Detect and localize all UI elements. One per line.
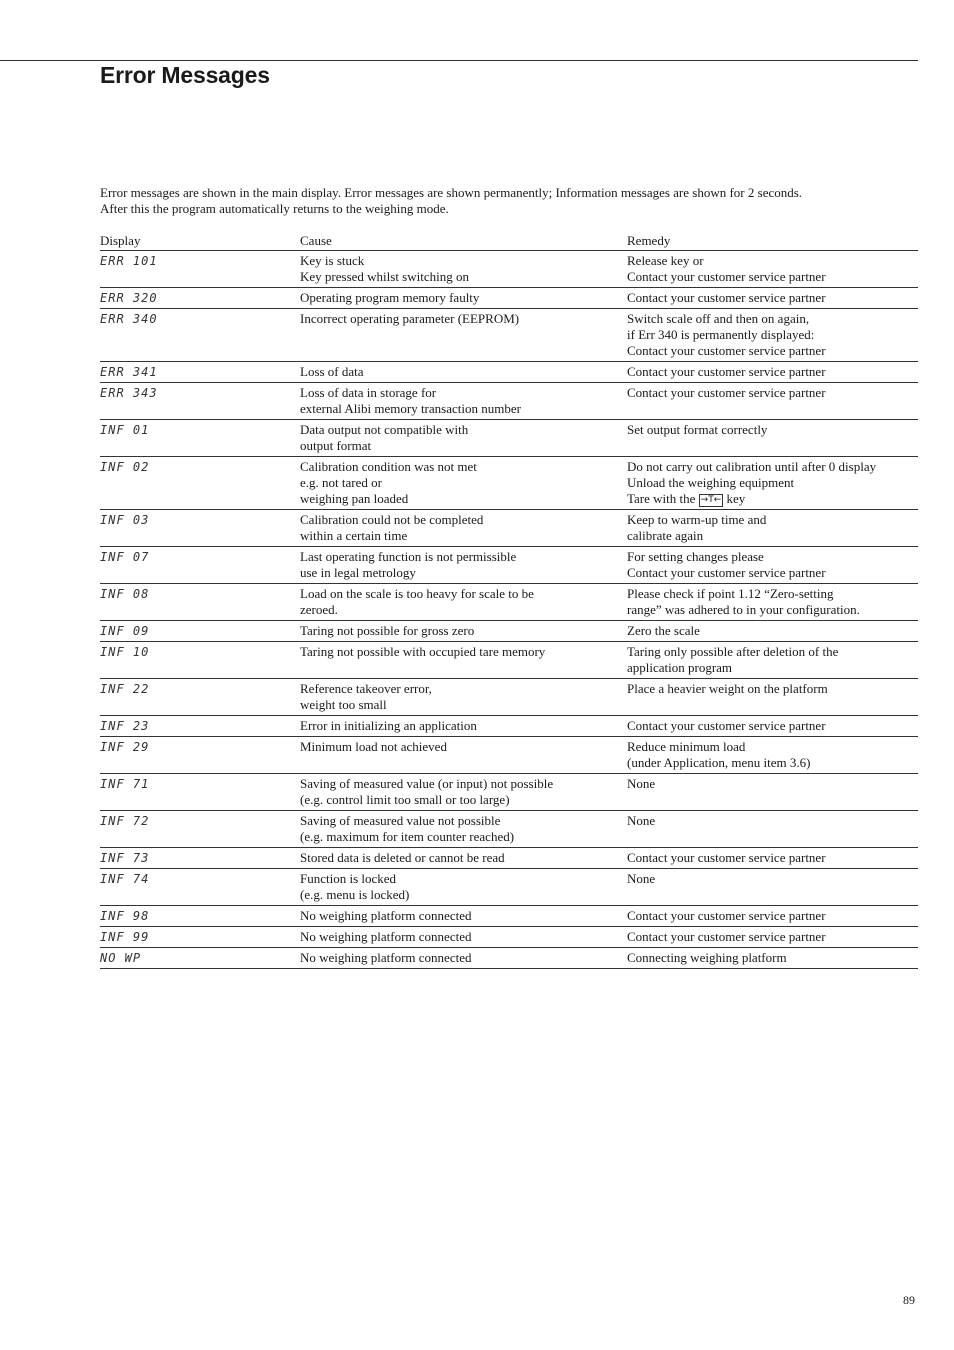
cause-cell — [300, 621, 627, 642]
display-code: NO WP — [100, 950, 142, 966]
intro-text — [100, 185, 918, 217]
display-cell — [100, 383, 300, 420]
top-rule — [0, 60, 918, 61]
display-cell — [100, 457, 300, 510]
cause-cell — [300, 869, 627, 906]
display-cell — [100, 642, 300, 679]
cause-cell — [300, 716, 627, 737]
table-row — [100, 288, 918, 309]
cause-line: Calibration could not be completed — [300, 512, 484, 527]
remedy-cell — [627, 288, 918, 309]
cause-cell — [300, 362, 627, 383]
display-cell — [100, 848, 300, 869]
cause-line: No weighing platform connected — [300, 929, 472, 944]
display-cell — [100, 927, 300, 948]
remedy-line: Connecting weighing platform — [627, 950, 787, 965]
cause-line: Stored data is deleted or cannot be read — [300, 850, 505, 865]
remedy-cell — [627, 679, 918, 716]
cause-cell — [300, 584, 627, 621]
cause-line: zeroed. — [300, 602, 338, 617]
cause-line: Saving of measured value not possible — [300, 813, 501, 828]
display-code: INF 08 — [100, 586, 150, 602]
remedy-line: Contact your customer service partner — [627, 565, 826, 580]
cause-line: weighing pan loaded — [300, 491, 409, 506]
intro-line: After this the program automatically returns to the weighing mode. — [100, 201, 449, 216]
remedy-line: Contact your customer service partner — [627, 908, 826, 923]
cause-line: use in legal metrology — [300, 565, 416, 580]
remedy-cell — [627, 811, 918, 848]
cause-cell — [300, 811, 627, 848]
display-code: INF 01 — [100, 422, 150, 438]
table-row — [100, 621, 918, 642]
remedy-cell — [627, 457, 918, 510]
cause-cell — [300, 510, 627, 547]
cause-cell — [300, 251, 627, 288]
remedy-line — [627, 491, 918, 507]
remedy-line: Set output format correctly — [627, 422, 768, 437]
display-code: INF 10 — [100, 644, 150, 660]
display-code: ERR 101 — [100, 253, 158, 269]
remedy-line: Contact your customer service partner — [627, 343, 826, 358]
cause-cell — [300, 547, 627, 584]
cause-line: No weighing platform connected — [300, 950, 472, 965]
cause-cell — [300, 848, 627, 869]
display-code: INF 29 — [100, 739, 150, 755]
remedy-line: Release key or — [627, 253, 704, 268]
cause-line: Data output not compatible with — [300, 422, 469, 437]
display-code: ERR 343 — [100, 385, 158, 401]
remedy-cell — [627, 621, 918, 642]
remedy-line: Please check if point 1.12 “Zero-setting — [627, 586, 834, 601]
cause-line: Calibration condition was not met — [300, 459, 477, 474]
display-code: INF 09 — [100, 623, 150, 639]
display-cell — [100, 621, 300, 642]
cause-line: Incorrect operating parameter (EEPROM) — [300, 311, 520, 326]
cause-cell — [300, 774, 627, 811]
remedy-line: (under Application, menu item 3.6) — [627, 755, 811, 770]
display-cell — [100, 737, 300, 774]
header-remedy: Remedy — [627, 233, 918, 251]
header-cause: Cause — [300, 233, 627, 251]
table-row — [100, 948, 918, 969]
page-number: 89 — [903, 1293, 915, 1307]
remedy-cell — [627, 774, 918, 811]
cause-line: Key pressed whilst switching on — [300, 269, 469, 284]
display-cell — [100, 547, 300, 584]
table-row — [100, 679, 918, 716]
remedy-cell — [627, 848, 918, 869]
cause-line: (e.g. control limit too small or too large) — [300, 792, 510, 807]
display-cell — [100, 679, 300, 716]
display-code: INF 22 — [100, 681, 150, 697]
table-header-row — [100, 233, 918, 251]
remedy-line: Switch scale off and then on again, — [627, 311, 810, 326]
table-row — [100, 457, 918, 510]
display-code: INF 98 — [100, 908, 150, 924]
display-cell — [100, 811, 300, 848]
cause-line: external Alibi memory transaction number — [300, 401, 521, 416]
cause-line: Operating program memory faulty — [300, 290, 480, 305]
display-code: INF 74 — [100, 871, 150, 887]
display-cell — [100, 869, 300, 906]
cause-cell — [300, 679, 627, 716]
display-code: INF 03 — [100, 512, 150, 528]
display-code: INF 72 — [100, 813, 150, 829]
remedy-line: Contact your customer service partner — [627, 850, 826, 865]
cause-line: Minimum load not achieved — [300, 739, 447, 754]
display-cell — [100, 362, 300, 383]
display-cell — [100, 309, 300, 362]
cause-line: Taring not possible with occupied tare memory — [300, 644, 546, 659]
remedy-line: Contact your customer service partner — [627, 929, 826, 944]
cause-cell — [300, 420, 627, 457]
cause-line: weight too small — [300, 697, 387, 712]
remedy-cell — [627, 547, 918, 584]
table-row — [100, 774, 918, 811]
display-cell — [100, 774, 300, 811]
cause-cell — [300, 927, 627, 948]
display-cell — [100, 510, 300, 547]
remedy-cell — [627, 716, 918, 737]
remedy-line: Contact your customer service partner — [627, 385, 826, 400]
cause-cell — [300, 309, 627, 362]
cause-line: e.g. not tared or — [300, 475, 382, 490]
intro-line: Error messages are shown in the main display. Error messages are shown permanently; Information messages are shown for 2 seconds. — [100, 185, 803, 200]
cause-line: No weighing platform connected — [300, 908, 472, 923]
remedy-cell — [627, 642, 918, 679]
remedy-cell — [627, 584, 918, 621]
remedy-cell — [627, 927, 918, 948]
remedy-text: key — [726, 491, 746, 506]
remedy-line: Keep to warm-up time and — [627, 512, 767, 527]
page-title: Error Messages — [100, 62, 270, 88]
remedy-line: Contact your customer service partner — [627, 718, 826, 733]
remedy-line: Contact your customer service partner — [627, 364, 826, 379]
cause-line: Saving of measured value (or input) not possible — [300, 776, 554, 791]
remedy-line: Place a heavier weight on the platform — [627, 681, 828, 696]
remedy-cell — [627, 948, 918, 969]
cause-cell — [300, 642, 627, 679]
remedy-line: None — [627, 871, 656, 886]
display-code: INF 07 — [100, 549, 150, 565]
display-cell — [100, 288, 300, 309]
cause-cell — [300, 948, 627, 969]
display-cell — [100, 716, 300, 737]
display-cell — [100, 584, 300, 621]
table-row — [100, 737, 918, 774]
table-row — [100, 584, 918, 621]
remedy-line: Unload the weighing equipment — [627, 475, 795, 490]
table-body — [100, 251, 918, 969]
cause-cell — [300, 288, 627, 309]
cause-line: Loss of data in storage for — [300, 385, 437, 400]
cause-line: (e.g. menu is locked) — [300, 887, 410, 902]
remedy-cell — [627, 869, 918, 906]
remedy-cell — [627, 906, 918, 927]
cause-line: Error in initializing an application — [300, 718, 477, 733]
remedy-cell — [627, 309, 918, 362]
cause-line: Load on the scale is too heavy for scale to be — [300, 586, 534, 601]
remedy-line: None — [627, 776, 656, 791]
cause-line: within a certain time — [300, 528, 408, 543]
display-code: ERR 340 — [100, 311, 158, 327]
table-row — [100, 251, 918, 288]
table-row — [100, 848, 918, 869]
table-row — [100, 309, 918, 362]
remedy-cell — [627, 362, 918, 383]
table-row — [100, 716, 918, 737]
cause-line: (e.g. maximum for item counter reached) — [300, 829, 515, 844]
table-row — [100, 510, 918, 547]
cause-line: Key is stuck — [300, 253, 365, 268]
display-code: ERR 320 — [100, 290, 158, 306]
display-cell — [100, 420, 300, 457]
header-display: Display — [100, 233, 300, 251]
tare-key-icon: →T← — [700, 495, 722, 505]
cause-cell — [300, 737, 627, 774]
remedy-line: application program — [627, 660, 733, 675]
cause-line: output format — [300, 438, 372, 453]
cause-cell — [300, 457, 627, 510]
remedy-text: Tare with the — [627, 491, 696, 506]
table-row — [100, 811, 918, 848]
display-code: ERR 341 — [100, 364, 158, 380]
remedy-line: Zero the scale — [627, 623, 700, 638]
cause-line: Taring not possible for gross zero — [300, 623, 475, 638]
table-row — [100, 927, 918, 948]
remedy-line: Contact your customer service partner — [627, 269, 826, 284]
cause-cell — [300, 906, 627, 927]
cause-line: Reference takeover error, — [300, 681, 432, 696]
display-code: INF 23 — [100, 718, 150, 734]
remedy-cell — [627, 737, 918, 774]
remedy-line: range” was adhered to in your configuration. — [627, 602, 860, 617]
error-messages-table — [100, 233, 918, 969]
table-row — [100, 383, 918, 420]
display-code: INF 73 — [100, 850, 150, 866]
display-cell — [100, 906, 300, 927]
table-row — [100, 906, 918, 927]
remedy-line: if Err 340 is permanently displayed: — [627, 327, 815, 342]
remedy-cell — [627, 510, 918, 547]
display-code: INF 71 — [100, 776, 150, 792]
cause-line: Loss of data — [300, 364, 364, 379]
display-cell — [100, 948, 300, 969]
remedy-line: calibrate again — [627, 528, 704, 543]
remedy-cell — [627, 383, 918, 420]
cause-cell — [300, 383, 627, 420]
remedy-line: None — [627, 813, 656, 828]
table-row — [100, 642, 918, 679]
display-code: INF 02 — [100, 459, 150, 475]
cause-line: Last operating function is not permissible — [300, 549, 517, 564]
remedy-cell — [627, 420, 918, 457]
remedy-line: Taring only possible after deletion of the — [627, 644, 839, 659]
table-row — [100, 362, 918, 383]
cause-line: Function is locked — [300, 871, 397, 886]
remedy-line: Do not carry out calibration until after 0 display — [627, 459, 877, 474]
display-cell — [100, 251, 300, 288]
remedy-line: Contact your customer service partner — [627, 290, 826, 305]
remedy-line: Reduce minimum load — [627, 739, 746, 754]
table-row — [100, 547, 918, 584]
remedy-line: For setting changes please — [627, 549, 764, 564]
remedy-cell — [627, 251, 918, 288]
display-code: INF 99 — [100, 929, 150, 945]
table-row — [100, 420, 918, 457]
table-row — [100, 869, 918, 906]
